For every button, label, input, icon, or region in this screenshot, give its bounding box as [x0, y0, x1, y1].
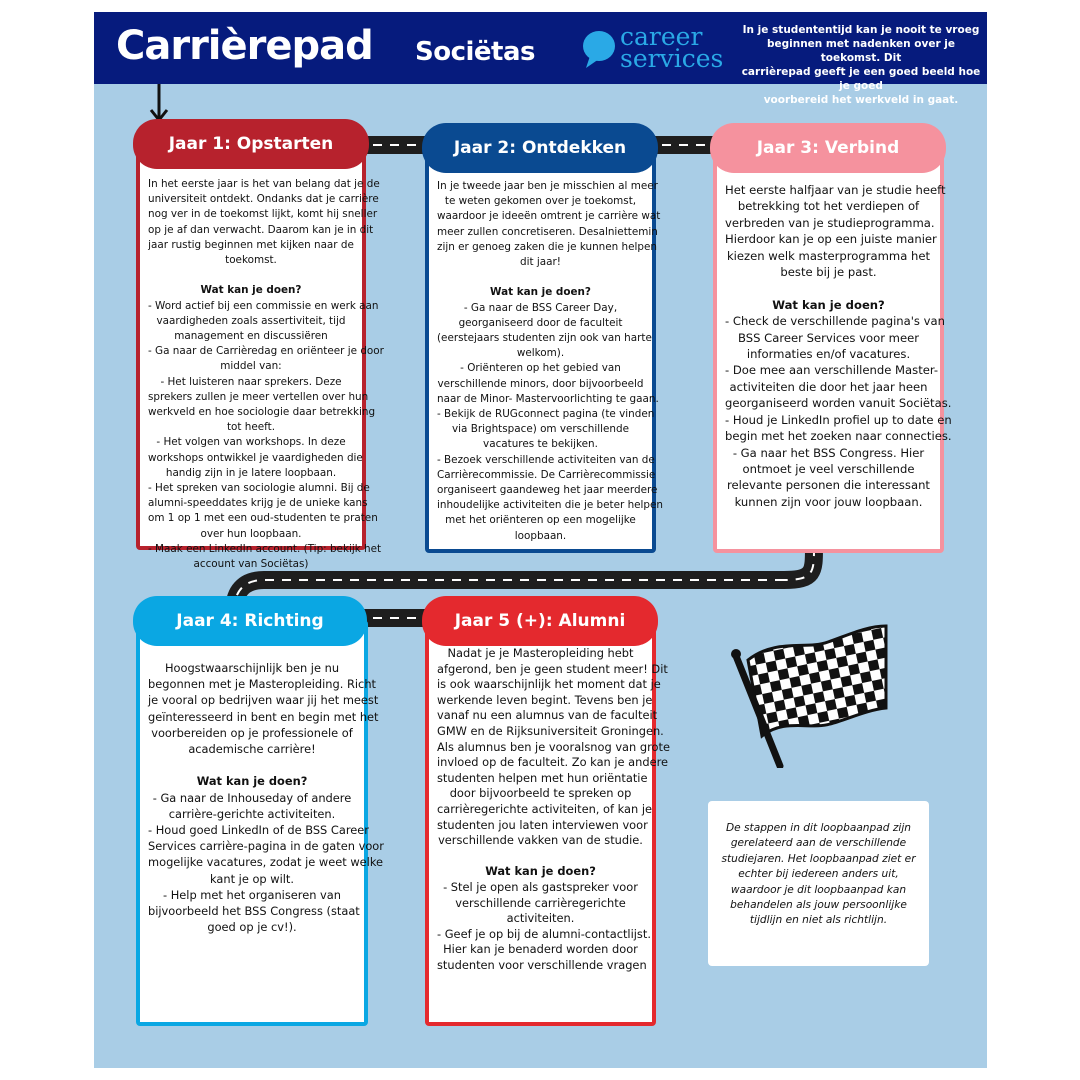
year-3-body	[725, 182, 952, 510]
text-line: verschillende carrièregerichte	[455, 895, 626, 910]
text-line	[148, 268, 354, 283]
text-line	[437, 849, 644, 865]
text-line: Nadat je je Masteropleiding hebt	[447, 646, 634, 660]
text-line: - Ga naar de Inhouseday of andere	[152, 790, 352, 805]
text-line: op je af dan verwacht. Daarom kan je in dit	[148, 223, 374, 236]
text-line: betrekking tot het verdiepen of	[737, 199, 920, 214]
text-line: zijn er genoeg zaken die je kunnen helpen	[437, 240, 657, 253]
note-line: studiejaren. Het loopbaanpad ziet er	[721, 852, 916, 865]
text-line: In je tweede jaar ben je misschien al meer	[437, 180, 658, 192]
text-line: alumni-speeddates krijg je de unieke kans	[148, 497, 368, 510]
text-line: studenten helpen met hun oriëntatie	[437, 770, 648, 785]
year-2-card	[425, 148, 664, 553]
note-line: De stappen in dit loopbaanpad zijn	[726, 822, 911, 834]
text-line: GMW en de Rijksuniversiteit Groningen.	[437, 723, 664, 738]
note-line: echter bij iedereen anders uit,	[738, 868, 899, 881]
year-5-card	[425, 620, 670, 1026]
section-heading: Wat kan je doen?	[196, 774, 308, 789]
text-line: Het eerste halfjaar van je studie heeft	[725, 183, 946, 197]
text-line: In het eerste jaar is het van belang dat je de	[148, 178, 380, 190]
text-line: Services carrière-pagina in de gaten voor	[148, 839, 384, 854]
text-line: tot heeft.	[226, 421, 276, 434]
text-line: activiteiten die door het jaar heen	[729, 379, 928, 394]
text-line: waardoor je ideeën omtrent je carrière wat	[437, 210, 661, 223]
text-line: handig zijn in je latere loopbaan.	[165, 466, 337, 479]
text-line: jaar rustig beginnen met kijken naar de	[148, 238, 354, 251]
text-line: werkende leven begint. Tevens ben je	[437, 692, 653, 707]
section-heading: Wat kan je doen?	[485, 864, 596, 879]
text-line: kiezen welk masterprogramma het	[726, 248, 931, 263]
header-banner	[94, 12, 987, 106]
text-line: Hoogstwaarschijnlijk ben je nu	[164, 661, 340, 675]
text-line: - Maak een LinkedIn account. (Tip: bekijk het	[148, 542, 382, 555]
text-line: account van Sociëtas)	[193, 558, 309, 571]
section-heading: Wat kan je doen?	[200, 284, 302, 297]
text-line: - Ga naar het BSS Congress. Hier	[732, 445, 925, 460]
text-line: carrière-gerichte activiteiten.	[168, 806, 336, 821]
speech-bubble-icon	[582, 30, 616, 70]
intro-line: carrièrepad geeft je een goed beeld hoe je goed	[741, 66, 981, 92]
year-1-card	[136, 145, 384, 571]
text-line: vaardigheden zoals assertiviteit, tijd	[156, 314, 346, 327]
text-line: te weten gekomen over je toekomst,	[444, 195, 637, 208]
text-line	[148, 757, 356, 773]
text-line: - Oriënteren op het gebied van	[460, 362, 621, 375]
text-line: - Houd goed LinkedIn of de BSS Career	[148, 823, 369, 838]
text-line: Carrièrecommissie. De Carrièrecommissie	[437, 468, 656, 481]
text-line: over hun loopbaan.	[200, 527, 302, 540]
year-2-tab: Jaar 2: Ontdekken	[422, 123, 658, 173]
text-line: dit jaar!	[520, 256, 561, 269]
text-line: universiteit ontdekt. Ondanks dat je carrière	[148, 193, 379, 206]
text-line: kant je op wilt.	[209, 871, 295, 886]
text-line: je vooral op bedrijven waar jij het meest	[148, 693, 379, 708]
text-line: ontmoet je veel verschillende	[742, 461, 915, 476]
text-line: voorbereiden op je professionele of	[151, 725, 353, 740]
note-line: behandelen als jouw persoonlijke	[730, 899, 907, 912]
text-line: georganiseerd worden vanuit Sociëtas.	[725, 396, 952, 411]
text-line: verschillende minors, door bijvoorbeeld	[437, 377, 644, 390]
text-line: studenten jou laten interviewen voor	[437, 817, 648, 832]
text-line: invloed op de faculteit. Zo kan je andere	[437, 755, 669, 770]
down-arrow-icon	[148, 84, 170, 124]
text-line: - Stel je open als gastspreker voor	[443, 879, 638, 894]
text-line: academische carrière!	[188, 742, 316, 757]
year-4-body	[148, 660, 384, 935]
intro-line: voorbereid het werkveld in gaat.	[763, 94, 959, 106]
text-line: meer zullen concretiseren. Desalniettemin	[437, 225, 658, 238]
text-line: - Check de verschillende pagina's van	[725, 314, 945, 329]
text-line: - Bekijk de RUGconnect pagina (te vinden	[437, 408, 655, 421]
text-line: - Doe mee aan verschillende Master-	[725, 363, 939, 378]
text-line: is ook waarschijnlijk het moment dat je	[437, 677, 661, 692]
text-line: Hierdoor kan je op een juiste manier	[725, 232, 937, 247]
text-line: studenten voor verschillende vragen	[437, 957, 647, 972]
page-title: Carrièrepad	[116, 23, 373, 69]
text-line: workshops ontwikkel je vaardigheden die	[148, 451, 363, 464]
text-line: geïnteresseerd in bent en begin met het	[148, 709, 379, 724]
year-5-tab: Jaar 5 (+): Alumni	[422, 596, 658, 646]
text-line: - Houd je LinkedIn profiel up to date en	[725, 412, 952, 427]
text-line: werkveld en hoe sociologie daar betrekking	[148, 406, 376, 419]
text-line: vanaf nu een alumnus van de faculteit	[437, 708, 658, 723]
intro-line: beginnen met nadenken over je toekomst. Dit	[766, 38, 956, 64]
text-line: toekomst.	[225, 254, 277, 267]
section-heading: Wat kan je doen?	[490, 286, 591, 299]
text-line: - Het luisteren naar sprekers. Deze	[160, 375, 342, 388]
societas-logo: Sociëtas	[415, 37, 535, 67]
year-4-tab: Jaar 4: Richting	[133, 596, 367, 646]
note-line: tijdlijn en niet als richtlijn.	[749, 914, 888, 927]
disclaimer-note	[708, 801, 929, 966]
text-line: via Brightspace) om verschillende	[451, 423, 630, 436]
text-line: Hier kan je benaderd worden door	[443, 942, 638, 957]
year-3-tab: Jaar 3: Verbind	[710, 123, 946, 173]
poster	[94, 12, 987, 1068]
text-line: welkom).	[516, 347, 565, 360]
text-line	[725, 280, 932, 296]
text-line: activiteiten.	[506, 911, 575, 926]
text-line: door bijvoorbeeld te spreken op	[449, 786, 632, 801]
text-line: informaties en/of vacatures.	[746, 347, 911, 362]
section-heading: Wat kan je doen?	[772, 297, 885, 312]
career-services-logo	[620, 22, 724, 73]
text-line: - Het spreken van sociologie alumni. Bij de	[148, 482, 370, 495]
note-line: waardoor je dit loopbaanpad kan	[730, 883, 907, 896]
text-line: beste bij je past.	[780, 265, 877, 280]
text-line: nog ver in de toekomst lijkt, komt hij sneller	[148, 208, 378, 221]
text-line: kunnen zijn voor jouw loopbaan.	[734, 494, 923, 509]
text-line: - Ga naar de Carrièredag en oriënteer je door	[148, 345, 384, 358]
text-line: goed op je cv!).	[207, 920, 297, 935]
text-line: loopbaan.	[514, 529, 567, 542]
text-line: georganiseerd door de faculteit	[458, 316, 623, 329]
text-line: sprekers zullen je meer vertellen over hun	[148, 390, 369, 403]
text-line: management en discussiëren	[174, 330, 328, 343]
text-line: mogelijke vacatures, zodat je weet welke	[148, 855, 384, 870]
text-line: verschillende vakken van de studie.	[438, 833, 643, 848]
year-5-body	[437, 646, 670, 973]
text-line: begonnen met je Masteropleiding. Richt	[148, 677, 377, 692]
text-line: om 1 op 1 met een oud-studenten te praten	[148, 512, 378, 525]
text-line: Als alumnus ben je vooralsnog van grote	[437, 739, 670, 754]
text-line	[437, 270, 644, 285]
text-line: organiseert gaandeweg het jaar meerdere	[437, 484, 658, 497]
note-line: gerelateerd aan de verschillende	[730, 837, 907, 850]
year-4-card	[136, 620, 384, 1026]
logo-career-text: career	[620, 22, 703, 51]
year-1-tab: Jaar 1: Opstarten	[133, 119, 369, 169]
text-line: BSS Career Services voor meer	[738, 330, 919, 345]
year-2-body	[437, 179, 664, 544]
text-line: naar de Minor- Mastervoorlichting te gaan.	[437, 392, 659, 405]
text-line: begin met het zoeken naar connecties.	[725, 429, 952, 444]
text-line: (eerstejaars studenten zijn ook van harte	[437, 332, 652, 345]
text-line: verbreden van je studieprogramma.	[725, 215, 935, 230]
text-line: - Ga naar de BSS Career Day,	[463, 301, 618, 314]
text-line: middel van:	[220, 360, 282, 373]
year-3-card	[713, 148, 952, 553]
text-line: relevante personen die interessant	[727, 478, 930, 493]
logo-services-text: services	[620, 44, 724, 73]
text-line: carrièregerichte activiteiten, of kan je	[437, 801, 653, 816]
text-line: - Word actief bij een commissie en werk aan	[148, 299, 379, 312]
text-line: bijvoorbeeld het BSS Congress (staat	[148, 904, 360, 919]
text-line: vacatures te bekijken.	[483, 438, 598, 451]
text-line: afgerond, ben je geen student meer! Dit	[437, 661, 668, 676]
text-line: - Bezoek verschillende activiteiten van de	[437, 453, 655, 466]
year-1-body	[148, 177, 384, 572]
intro-text	[741, 23, 981, 107]
text-line: - Geef je op bij de alumni-contactlijst.	[437, 926, 651, 941]
intro-line: In je studententijd kan je nooit te vroeg	[742, 24, 980, 36]
text-line: met het oriënteren op een mogelijke	[445, 514, 636, 527]
text-line: - Het volgen van workshops. In deze	[156, 436, 346, 449]
text-line: - Help met het organiseren van	[162, 887, 342, 902]
text-line: inhoudelijke activiteiten die je beter helpen	[437, 499, 664, 512]
checkered-flag-icon	[726, 620, 894, 768]
